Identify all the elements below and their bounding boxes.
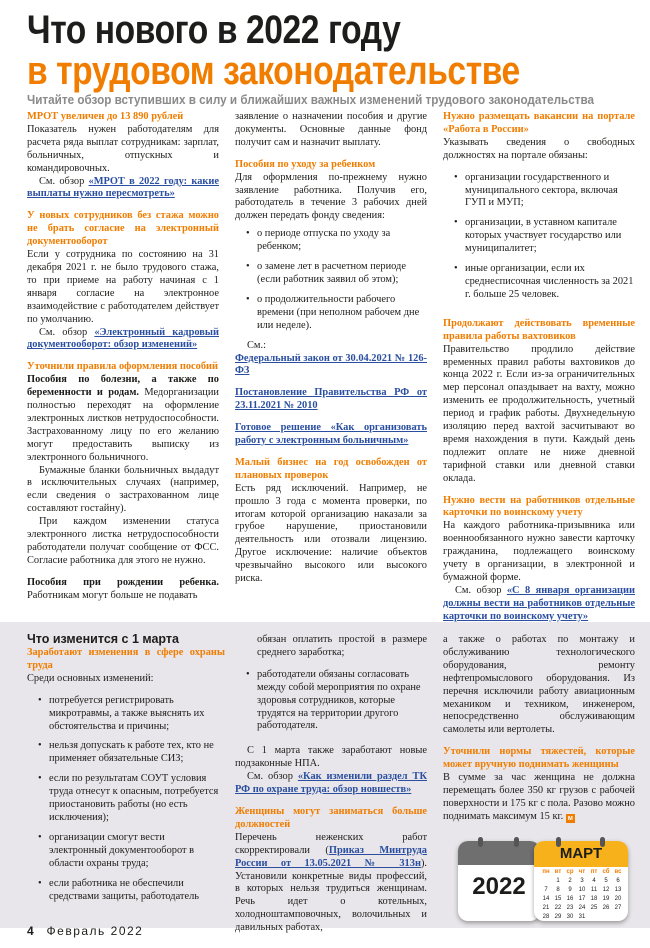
calendar-day: 28	[542, 914, 550, 920]
care-see: См.:	[247, 339, 266, 351]
coordination-list	[235, 669, 427, 734]
resolution-link[interactable]: Постановление Правительства РФ от 23.11.2021 № 2010	[235, 387, 427, 412]
calendar-day: 3	[580, 878, 584, 884]
calendar-day	[588, 914, 600, 923]
small-business-text: Есть ряд исключений. Например, не прошло 3 года с момента проверки, по итогам которой организацию наказали за грубое нарушение, приостановили деятельность или отозвали лицензию. Другое исключение: наличие объектов чрезвычайно высокого или высокого риска.	[235, 482, 427, 585]
calendar-weekday: пт	[590, 869, 598, 875]
calendar-day: 16	[566, 896, 574, 902]
novice-heading: У новых сотрудников без стажа можно не брать согласие на электронный документооборот	[27, 210, 219, 248]
women-text: Перечень неженских работ скорректировали (Приказ Минтруда России от 13.05.2021 № 313н). Установили конкретные виды профессий, в которых нельзя трудиться женщинам. Речь идет о котельных, холодноштамповочных, волочильных и давильных работах,	[235, 831, 427, 934]
calendar-day: 4	[592, 878, 596, 884]
calendar-day	[600, 914, 612, 923]
calendar-day: 21	[542, 905, 550, 911]
calendar-month: МАРТ	[559, 845, 603, 862]
birth-text: Пособия при рождении ребенка. Работникам могут больше не подавать	[27, 576, 219, 601]
mrot-link[interactable]: «МРОТ в 2022 году: какие выплаты нужно пересмотреть»	[27, 175, 219, 200]
calendar-day: 17	[578, 896, 586, 902]
page-number: 4	[27, 924, 34, 938]
calendar-day: 24	[578, 905, 586, 911]
calendar-day: 9	[568, 887, 572, 893]
calendar-day: 5	[604, 878, 608, 884]
calendar-day: 22	[554, 905, 562, 911]
march-col2-continuation: обязан оплатить простой в размере среднего заработка;	[257, 634, 427, 658]
novice-link[interactable]: «Электронный кадровый документооборот: обзор изменений»	[27, 326, 219, 351]
page-title-line1: Что нового в 2022 году	[27, 8, 401, 52]
sick-text-3: При каждом изменении статуса электронного листка нетрудоспособности работодатели получат сообщение от ФСС. Согласие работника для этого не нужно.	[27, 516, 219, 566]
shift-heading: Продолжают действовать временные правила работы вахтовиков	[443, 317, 635, 342]
calendar-day: 26	[602, 905, 610, 911]
column-2	[235, 111, 427, 586]
calendar-day: 11	[590, 887, 598, 893]
col2-continuation: заявление о назначении пособия и другие документы. Основные данные фонд получит сам и назначит выплату.	[235, 111, 427, 148]
list-item: • о продолжительности рабочего времени (при неполном рабочем дне или неделе).	[257, 294, 427, 333]
page-title-line2: в трудовом законодательстве	[27, 49, 520, 93]
list-item: • о периоде отпуска по уходу за ребенком;	[257, 228, 427, 254]
novice-see-also: См. обзор «Электронный кадровый документооборот: обзор изменений»	[27, 326, 219, 351]
sick-text: Пособия по болезни, а также по беременности и родам. Медорганизации полностью переходят на оформление электронных листков нетрудоспособности. Застрахованному лицу по его желанию могут предоставить выписку из электронного больничного.	[27, 374, 219, 463]
march-column-2	[235, 634, 427, 935]
calendar-grid	[540, 869, 624, 923]
calendar-day: 14	[542, 896, 550, 902]
page-footer	[27, 924, 143, 938]
safety-heading: Заработают изменения в сфере охраны труда	[27, 647, 225, 671]
march-section-title: Что изменится с 1 марта	[27, 632, 179, 646]
march-col3-continuation: а также о работах по монтажу и обслуживанию технологического оборудования, ремонту нефтепромыслового оборудования. Из перечня исключили работу авиационным механиком и техником, инженером, непосредственно обслуживающим самолеты или вертолеты.	[443, 634, 635, 736]
military-text: На каждого работника-призывника или военнообязанного нужно завести карточку гражданина, подлежащего воинскому учету в организации, в электронной и бумажной форме.	[443, 520, 635, 583]
calendar-day: 7	[544, 887, 548, 893]
jobs-text: Указывать сведения о свободных должностях на портале обязаны:	[443, 136, 635, 161]
list-item: • организации смогут вести электронный документооборот в области охраны труда;	[49, 832, 225, 871]
calendar-weekday: вт	[554, 869, 562, 875]
calendar-day: 13	[614, 887, 622, 893]
calendar-day: 18	[590, 896, 598, 902]
list-item: • о замене лет в расчетном периоде (если работник заявил об этом);	[257, 261, 427, 287]
calendar-day: 27	[614, 905, 622, 911]
calendar-weekday: пн	[542, 869, 550, 875]
weights-heading: Уточнили нормы тяжестей, которые может вручную поднимать женщины	[443, 746, 635, 771]
calendar-day	[540, 878, 552, 887]
benefits-heading: Уточнили правила оформления пособий	[27, 361, 219, 373]
calendar-year: 2022	[472, 873, 526, 900]
weights-text: В сумме за час женщина не должна перемещать более 350 кг грузов с рабочей поверхности и 175 кг с пола. Разово можно поднимать максимум 15 кг. м	[443, 772, 635, 822]
military-heading: Нужно вести на работников отдельные карточки по воинскому учету	[443, 494, 635, 519]
law-link[interactable]: Федеральный закон от 30.04.2021 № 126-ФЗ	[235, 352, 427, 377]
page-subtitle: Читайте обзор вступивших в силу и ближайших важных изменений трудового законодательства	[27, 92, 595, 107]
jobs-heading: Нужно размещать вакансии на портале «Работа в России»	[443, 111, 635, 135]
calendar-weekday: сб	[602, 869, 610, 875]
calendar-day: 29	[554, 914, 562, 920]
novice-text: Если у сотрудника по состоянию на 31 декабря 2021 г. не было трудового стажа, то при приеме на работу начиная с 1 января согласие на электронное взаимодействие с работодателем действует по умолчанию.	[27, 249, 219, 325]
safety-list	[27, 695, 225, 904]
safety-see-also: См. обзор «Как изменили раздел ТК РФ по охране труда: обзор новшеств»	[235, 771, 427, 796]
military-see-also: См. обзор «С 8 января организации должны вести на работников отдельные карточки по воинскому учету»	[443, 584, 635, 622]
list-item: • если работника не обеспечили средствами защиты, работодатель	[49, 878, 225, 904]
shift-text: Правительство продлило действие временных правил работы вахтовиков до конца 2022 г. Если из-за ограничительных мер персонал опаздывает на вахту, можно изменить ее продолжительность, учетный период и график работы. Двухнедельную изоляцию перед вахтой засчитывают во время нахождения в пути. Каждый день подлежит оплате не ниже дневной тарифной ставки или дневной ставки оклада.	[443, 343, 635, 484]
calendar-day: 6	[616, 878, 620, 884]
calendar-day: 12	[602, 887, 610, 893]
mrot-see-also: См. обзор «МРОТ в 2022 году: какие выплаты нужно пересмотреть»	[27, 175, 219, 200]
solution-link[interactable]: Готовое решение «Как организовать работу с электронным больничным»	[235, 422, 427, 447]
calendar-month-card	[534, 841, 628, 921]
end-of-article-icon: м	[567, 814, 573, 822]
calendar-day: 8	[556, 887, 560, 893]
calendar-day: 1	[556, 878, 560, 884]
list-item: • потребуется регистрировать микротравмы, а также выяснять их обстоятельства и причины;	[49, 695, 225, 734]
calendar-day: 25	[590, 905, 598, 911]
calendar-weekday: ср	[566, 869, 574, 875]
calendar-illustration	[458, 841, 628, 921]
calendar-year-card	[458, 841, 540, 921]
mrot-text: Показатель нужен работодателям для расчета ряда выплат сотрудникам: зарплат, больничных, отпускных и командировочных.	[27, 123, 219, 174]
calendar-day: 2	[568, 878, 572, 884]
mintrud-order-link[interactable]: Приказ Минтруда России от 13.05.2021 № 313н	[235, 844, 427, 869]
column-3	[443, 111, 635, 624]
march-column-1	[27, 647, 225, 910]
march-column-3	[443, 634, 635, 824]
sick-text-2: Бумажные бланки больничных выдадут в исключительных случаях (например, если сведения о застрахованном лице составляют гостайну).	[27, 464, 219, 515]
list-item: • организации государственного и муниципального сектора, включая ГУП и МУП;	[465, 172, 635, 211]
care-text: Для оформления по-прежнему нужно заявление работника. Получив его, работодатель в течение 3 рабочих дней должен передать фонду сведения:	[235, 171, 427, 222]
small-business-heading: Малый бизнес на год освобожден от плановых проверок	[235, 456, 427, 481]
jobs-list	[443, 172, 635, 302]
calendar-weekday: чт	[578, 869, 586, 875]
military-link[interactable]: «С 8 января организации должны вести на работников отдельные карточки по воинскому учету»	[443, 584, 635, 622]
care-heading: Пособия по уходу за ребенком	[235, 158, 376, 170]
safety-text: Среди основных изменений:	[27, 672, 154, 684]
care-list	[235, 228, 427, 332]
women-heading: Женщины могут заниматься больше должностей	[235, 805, 427, 830]
calendar-day: 31	[578, 914, 586, 920]
npa-text: С 1 марта также заработают новые подзаконные НПА.	[235, 745, 427, 770]
list-item: • организации, в уставном капитале которых участвует государство или муниципалитет;	[465, 217, 635, 256]
calendar-day: 20	[614, 896, 622, 902]
calendar-day: 15	[554, 896, 562, 902]
list-item: • нельзя допускать к работе тех, кто не применяет обязательные СИЗ;	[49, 740, 225, 766]
list-item: • если по результатам СОУТ условия труда отнесут к опасным, потребуется приостановить работы (но есть исключения);	[49, 773, 225, 825]
issue-label: Февраль 2022	[46, 924, 144, 938]
list-item: • работодатели обязаны согласовать между собой мероприятия по охране здоровья сотрудников, которые трудятся на территории другого работодателя.	[257, 669, 427, 734]
calendar-day: 23	[566, 905, 574, 911]
calendar-day: 19	[602, 896, 610, 902]
calendar-day: 10	[578, 887, 586, 893]
list-item: • иные организации, если их среднесписочная численность за 2021 г. больше 25 человек.	[465, 263, 635, 302]
mrot-heading: МРОТ увеличен до 13 890 рублей	[27, 111, 184, 122]
calendar-day	[612, 914, 624, 923]
calendar-weekday: вс	[614, 869, 622, 875]
safety-link[interactable]: «Как изменили раздел ТК РФ по охране труда: обзор новшеств»	[235, 771, 427, 796]
column-1	[27, 111, 219, 603]
calendar-day: 30	[566, 914, 574, 920]
